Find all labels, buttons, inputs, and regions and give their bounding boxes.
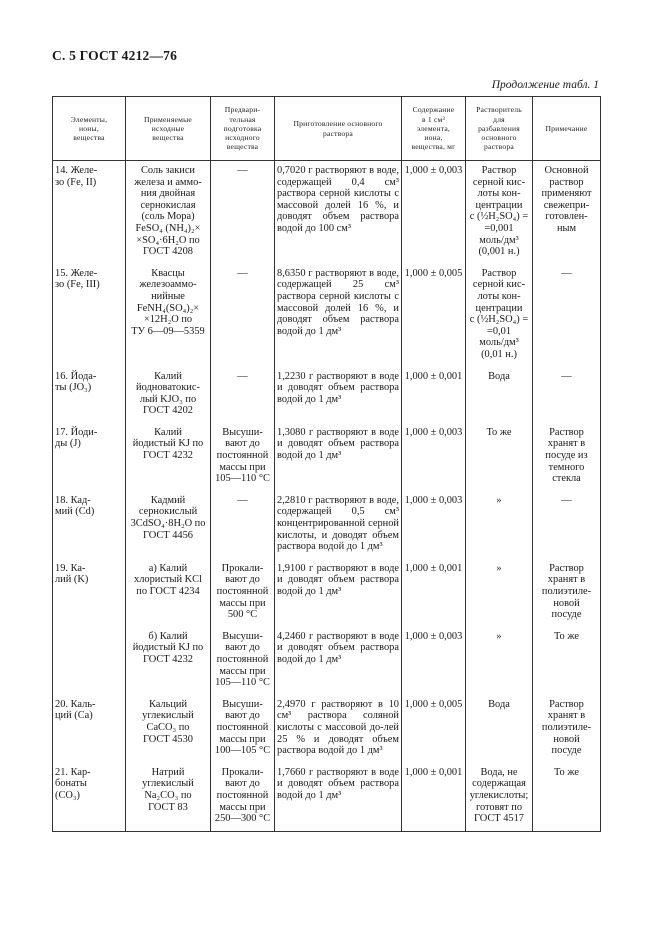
cell-preparation: Высуши- вают до постоянной массы при 105—110 °С	[211, 627, 275, 695]
cell-content: 1,000 ± 0,003	[402, 161, 466, 264]
table-row	[53, 367, 601, 423]
cell-substance: Соль закиси железа и аммо- ния двойная сернокислая (соль Мора) FeSO₄ (NH₄)₂× ×SO₄·6H₂O по ГОСТ 4208	[126, 161, 211, 264]
cell-solvent: То же	[466, 423, 533, 491]
cell-substance: а) Калий хлористый KCl по ГОСТ 4234	[126, 559, 211, 627]
table-row	[53, 695, 601, 763]
header-elements: Элементы, ионы, вещества	[53, 97, 126, 161]
cell-element	[53, 627, 126, 695]
cell-preparation: Высуши- вают до постоянной массы при 105—110 °С	[211, 423, 275, 491]
cell-substance: Натрий углекислый Na₂CO₃ по ГОСТ 83	[126, 763, 211, 831]
table-row	[53, 264, 601, 367]
cell-note: Раствор хранят в посуде из темного стекла	[533, 423, 601, 491]
cell-substance: б) Калий йодистый KJ по ГОСТ 4232	[126, 627, 211, 695]
cell-solvent: Вода	[466, 367, 533, 423]
cell-solvent: »	[466, 559, 533, 627]
cell-solution: 2,4970 г растворяют в 10 см³ раствора соляной кислоты с массовой до-лей 25 % и доводят объем раствора водой до 1 дм³	[275, 695, 402, 763]
cell-content: 1,000 ± 0,001	[402, 559, 466, 627]
cell-substance: Калий йодистый KJ по ГОСТ 4232	[126, 423, 211, 491]
cell-element: 20. Каль- ций (Ca)	[53, 695, 126, 763]
cell-note: То же	[533, 627, 601, 695]
header-solvent: Растворитель для разбавления основного раствора	[466, 97, 533, 161]
cell-solution: 4,2460 г растворяют в воде и доводят объем раствора водой до 1 дм³	[275, 627, 402, 695]
header-content: Содержание в 1 см³ элемента, иона, вещества, мг	[402, 97, 466, 161]
cell-solvent: Раствор серной кис- лоты кон- центрации c (½H₂SO₄) = =0,001 моль/дм³ (0,001 н.)	[466, 161, 533, 264]
table-row	[53, 161, 601, 264]
reagent-table	[52, 96, 601, 832]
cell-solution: 1,7660 г растворяют в воде и доводят объем раствора водой до 1 дм³	[275, 763, 402, 831]
cell-content: 1,000 ± 0,005	[402, 264, 466, 367]
cell-element: 19. Ка- лий (K)	[53, 559, 126, 627]
cell-element: 15. Желе- зо (Fe, III)	[53, 264, 126, 367]
cell-content: 1,000 ± 0,003	[402, 627, 466, 695]
cell-solution: 1,2230 г растворяют в воде и доводят объем раствора водой до 1 дм³	[275, 367, 402, 423]
header-solution: Приготовление основного раствора	[275, 97, 402, 161]
cell-element: 17. Йоди- ды (J)	[53, 423, 126, 491]
cell-note: —	[533, 367, 601, 423]
cell-substance: Квасцы железоаммо- нийные FeNH₄(SO₄)₂× ×12H₂O по ТУ 6—09—5359	[126, 264, 211, 367]
table-header-row	[53, 97, 601, 161]
cell-content: 1,000 ± 0,005	[402, 695, 466, 763]
cell-content: 1,000 ± 0,001	[402, 367, 466, 423]
header-note: Примечание	[533, 97, 601, 161]
cell-preparation: Прокали- вают до постоянной массы при 250—300 °С	[211, 763, 275, 831]
cell-solution: 1,9100 г растворяют в воде и доводят объем раствора водой до 1 дм³	[275, 559, 402, 627]
cell-element: 16. Йода- ты (JO₃)	[53, 367, 126, 423]
header-substances: Применяемые исходные вещества	[126, 97, 211, 161]
cell-solution: 0,7020 г растворяют в воде, содержащей 0,4 см³ раствора серной кислоты с массовой долей 16 %, и доводят объем раствора водой до 100 см³	[275, 161, 402, 264]
cell-preparation: —	[211, 491, 275, 559]
cell-note: Раствор хранят в полиэтиле- новой посуде	[533, 559, 601, 627]
table-row	[53, 627, 601, 695]
cell-note: —	[533, 264, 601, 367]
cell-preparation: —	[211, 264, 275, 367]
cell-preparation: Прокали- вают до постоянной массы при 500 °С	[211, 559, 275, 627]
table-row	[53, 423, 601, 491]
table-row	[53, 763, 601, 831]
cell-solution: 8,6350 г растворяют в воде, содержащей 25 см³ раствора серной кислоты с массовой долей 16 %, и доводят объем раствора водой до 1 дм³	[275, 264, 402, 367]
cell-note: —	[533, 491, 601, 559]
cell-substance: Кальций углекислый CaCO₃ по ГОСТ 4530	[126, 695, 211, 763]
cell-element: 18. Кад- мий (Cd)	[53, 491, 126, 559]
cell-solvent: Раствор серной кис- лоты кон- центрации c (½H₂SO₄) = =0,01 моль/дм³ (0,01 н.)	[466, 264, 533, 367]
cell-solution: 2,2810 г растворяют в воде, содержащей 0,5 см³ концентрированной серной кислоты, и доводят объем раствора водой до 1 дм³	[275, 491, 402, 559]
cell-preparation: —	[211, 161, 275, 264]
cell-element: 21. Кар- бонаты (CO₃)	[53, 763, 126, 831]
cell-preparation: —	[211, 367, 275, 423]
cell-solution: 1,3080 г растворяют в воде и доводят объем раствора водой до 1 дм³	[275, 423, 402, 491]
cell-preparation: Высуши- вают до постоянной массы при 100—105 °С	[211, 695, 275, 763]
cell-note: Основной раствор применяют свежепри- готовлен- ным	[533, 161, 601, 264]
table-continuation-label: Продолжение табл. 1	[491, 79, 599, 91]
cell-solvent: »	[466, 627, 533, 695]
table-row	[53, 491, 601, 559]
cell-substance: Калий йодноватокис- лый KJO₃ по ГОСТ 4202	[126, 367, 211, 423]
header-preparation: Предвари- тельная подготовка исходного вещества	[211, 97, 275, 161]
cell-solvent: »	[466, 491, 533, 559]
cell-substance: Кадмий сернокислый 3CdSO₄·8H₂O по ГОСТ 4456	[126, 491, 211, 559]
cell-solvent: Вода, не содержащая углекислоты; готовят по ГОСТ 4517	[466, 763, 533, 831]
cell-content: 1,000 ± 0,003	[402, 491, 466, 559]
cell-note: То же	[533, 763, 601, 831]
cell-content: 1,000 ± 0,003	[402, 423, 466, 491]
page-header: С. 5 ГОСТ 4212—76	[52, 48, 178, 63]
cell-solvent: Вода	[466, 695, 533, 763]
cell-note: Раствор хранят в полиэтиле- новой посуде	[533, 695, 601, 763]
cell-content: 1,000 ± 0,001	[402, 763, 466, 831]
cell-element: 14. Желе- зо (Fe, II)	[53, 161, 126, 264]
table-row	[53, 559, 601, 627]
